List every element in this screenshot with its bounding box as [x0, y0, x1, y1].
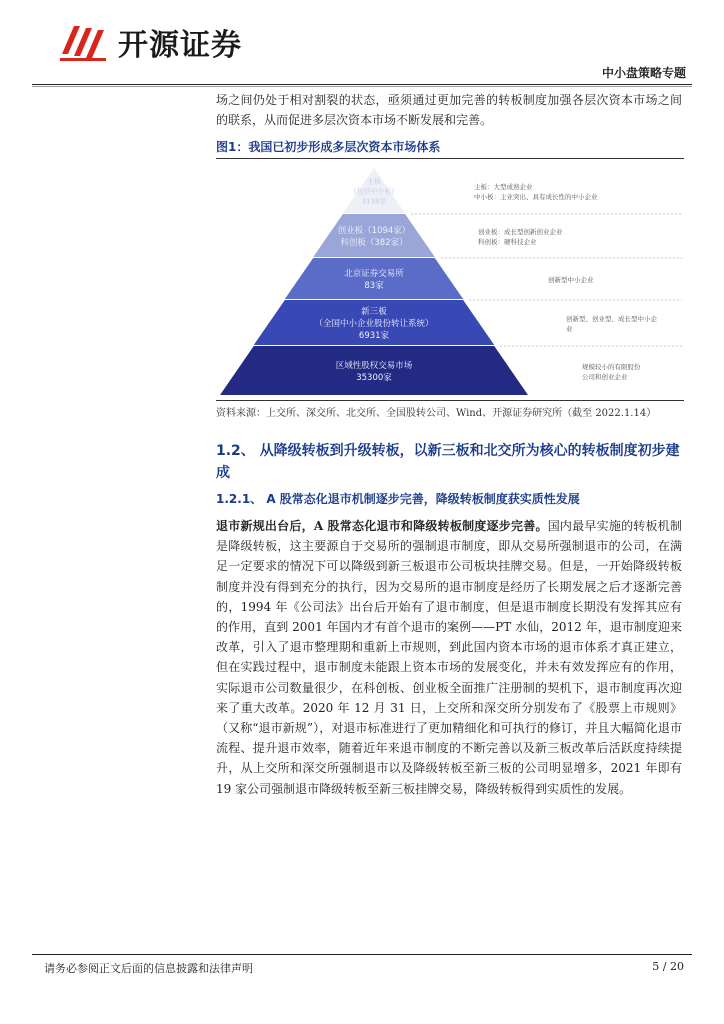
pyramid-annotation-4: 业 — [566, 325, 573, 333]
footer-disclaimer: 请务必参阅正文后面的信息披露和法律声明 — [44, 962, 253, 975]
pyramid-layer-5-label: 35300家 — [356, 372, 392, 383]
pyramid-layer-4-label: （全国中小企业股份转让系统） — [314, 318, 434, 329]
subsection-heading: 1.2.1、 A 股常态化退市机制逐步完善，降级转板制度获实质性发展 — [216, 492, 580, 506]
pyramid-annotation-1: 主板：大型成熟企业 — [474, 183, 533, 191]
footer-divider — [32, 954, 692, 955]
report-tag: 中小盘策略专题 — [601, 66, 686, 80]
header-divider — [32, 84, 692, 85]
paragraph-body: 国内最早实施的转板机制是降级转板，这主要源自于交易所的强制退市制度，即从交易所强制退市的公司，在满足一定要求的情况下可以降级到新三板退市公司板块挂牌交易。但是，一开始降级转板制度并没有得到充分的执行，因为交易所的退市制度是经历了长期发展之后才逐渐完善的，1994 年《公司法》出台后开始有了退市制度，但是退市制度长期没有发挥其应有的作用，直到 2001 年国内才有首个退市的案例——PT 水仙，2012 年，退市制度迎来改革，引入了退市整理期和重新上市规则，到此国内资本市场的退市体系才真正建立，但在实践过程中，退市制度未能跟上资本市场的发展变化，并未有效发挥应有的作用，实际退市公司数量很少，在科创板、创业板全面推广注册制的契机下，退市制度再次迎来了重大改革。2020 年 12 月 31 日，上交所和深交所分别发布了《股票上市规则》（又称“退市新规”），对退市标准进行了更加精细化和可执行的修订，并且大幅简化退市流程、提升退市效率，随着近年来退市制度的不断完善以及新三板改革后活跃度持续提升，从上交所和深交所强制退市以及降级转板至新三板的公司明显增多，2021 年即有 19 家公司强制退市降级转板至新三板挂牌交易，降级转板得到实质性的发展。 — [216, 519, 682, 796]
pyramid-annotation-2: 科创板：硬科技企业 — [478, 238, 537, 246]
figure-title: 图1：我国已初步形成多层次资本市场体系 — [216, 140, 441, 154]
pyramid-layer-2-label: 科创板（382家） — [340, 237, 408, 248]
figure-top-rule — [216, 158, 684, 159]
main-paragraph — [216, 516, 682, 799]
capital-market-pyramid — [216, 160, 686, 400]
figure-source: 资料来源：上交所、深交所、北交所、全国股转公司、Wind、开源证券研究所（截至 2022.1.14） — [216, 408, 657, 419]
pyramid-annotation-5: 公司和创业企业 — [582, 373, 628, 381]
pyramid-annotation-4: 创新型、创业型、成长型中小企 — [566, 315, 657, 323]
header-divider-thin — [32, 86, 692, 87]
pyramid-annotation-1: 中小板：主业突出、具有成长性的中小企业 — [474, 193, 598, 201]
figure-bottom-rule — [216, 400, 684, 401]
pyramid-layer-1-label: 主板 — [367, 177, 381, 186]
pyramid-layer-1-label: (包括中小板) — [353, 187, 395, 196]
company-logo — [58, 20, 242, 64]
pyramid-layer-1-label: 3138家 — [361, 197, 387, 206]
company-name: 开源证券 — [118, 28, 242, 63]
pyramid-layer-2-label: 创业板（1094家） — [337, 225, 411, 236]
pyramid-layer-4-label: 新三板 — [361, 306, 387, 317]
intro-paragraph: 场之间仍处于相对割裂的状态，亟须通过更加完善的转板制度加强各层次资本市场之间的联系，从而促进多层次资本市场不断发展和完善。 — [216, 93, 682, 127]
logo-mark-icon — [58, 20, 110, 64]
paragraph-lead: 退市新规出台后，A 股常态化退市和降级转板制度逐步完善。 — [216, 519, 548, 533]
section-heading: 1.2、 从降级转板到升级转板，以新三板和北交所为核心的转板制度初步建成 — [216, 443, 680, 481]
pyramid-layer-3-label: 83家 — [364, 280, 384, 291]
pyramid-annotation-2: 创业板：成长型创新创业企业 — [478, 228, 563, 236]
pyramid-annotation-5: 规模较小的有限股份 — [582, 363, 641, 371]
pyramid-layer-5-label: 区域性股权交易市场 — [335, 360, 413, 371]
pyramid-annotation-3: 创新型中小企业 — [548, 276, 594, 284]
page-number: 5 / 20 — [652, 960, 684, 973]
pyramid-layer-4-label: 6931家 — [358, 330, 390, 341]
pyramid-layer-3-label: 北京证券交易所 — [344, 268, 404, 279]
